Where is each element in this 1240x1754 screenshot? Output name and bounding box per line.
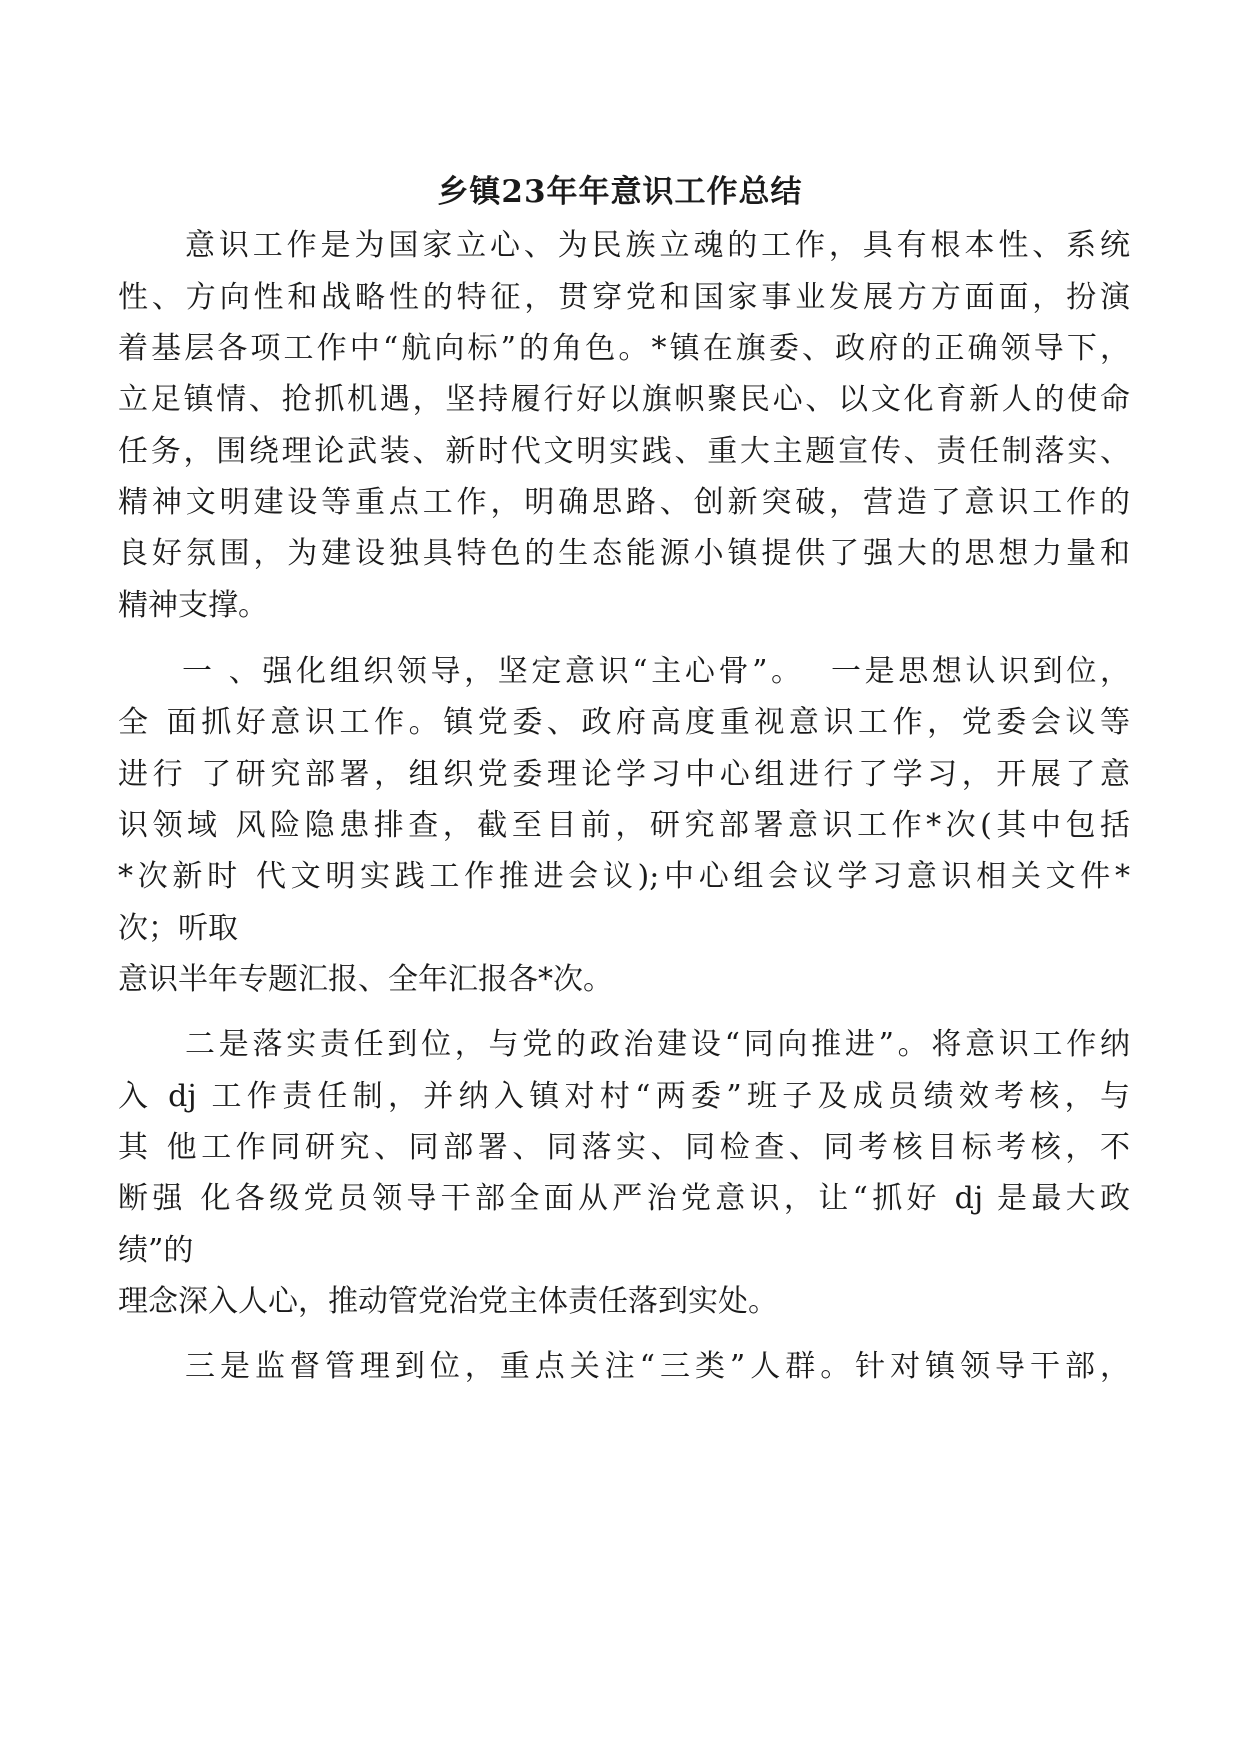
document-title: 乡镇23年年意识工作总结 bbox=[437, 174, 803, 210]
paragraph-line: 性、方向性和战略性的特征，贯穿党和国家事业发展方方面面，扮演 bbox=[118, 280, 1130, 315]
paragraph-line: 意识半年专题汇报、全年汇报各*次。 bbox=[118, 962, 613, 997]
paragraph-line: 绩”的 bbox=[118, 1233, 194, 1268]
paragraph-line: 二是落实责任到位，与党的政治建设“同向推进”。将意识工作纳 bbox=[185, 1027, 1130, 1062]
paragraph-line: 精神文明建设等重点工作，明确思路、创新突破，营造了意识工作的 bbox=[118, 485, 1130, 520]
paragraph-line: 理念深入人心，推动管党治党主体责任落到实处。 bbox=[118, 1284, 778, 1319]
paragraph-line: 次；听取 bbox=[118, 911, 238, 946]
paragraph-line: 意识工作是为国家立心、为民族立魂的工作，具有根本性、系统 bbox=[185, 228, 1130, 263]
paragraph-line: 断强 化各级党员领导干部全面从严治党意识，让“抓好 dj 是最大政 bbox=[118, 1181, 1130, 1216]
paragraph-line: 立足镇情、抢抓机遇，坚持履行好以旗帜聚民心、以文化育新人的使命 bbox=[118, 382, 1130, 417]
paragraph-line: 全 面抓好意识工作。镇党委、政府高度重视意识工作，党委会议等 bbox=[118, 705, 1130, 740]
paragraph-line: *次新时 代文明实践工作推进会议);中心组会议学习意识相关文件* bbox=[118, 859, 1130, 894]
paragraph-line: 三是监督管理到位，重点关注“三类”人群。针对镇领导干部， bbox=[185, 1349, 1130, 1384]
paragraph-line: 入 dj 工作责任制，并纳入镇对村“两委”班子及成员绩效考核，与 bbox=[118, 1079, 1130, 1114]
paragraph-line: 着基层各项工作中“航向标”的角色。*镇在旗委、政府的正确领导下， bbox=[118, 331, 1130, 366]
paragraph-line: 其 他工作同研究、同部署、同落实、同检查、同考核目标考核，不 bbox=[118, 1130, 1130, 1165]
paragraph-line: 识领域 风险隐患排查，截至目前，研究部署意识工作*次(其中包括 bbox=[118, 808, 1130, 843]
paragraph-line: 良好氛围，为建设独具特色的生态能源小镇提供了强大的思想力量和 bbox=[118, 536, 1130, 571]
paragraph-line: 进行 了研究部署，组织党委理论学习中心组进行了学习，开展了意 bbox=[118, 757, 1130, 792]
paragraph-line: 任务，围绕理论武装、新时代文明实践、重大主题宣传、责任制落实、 bbox=[118, 434, 1130, 469]
paragraph-line: 精神支撑。 bbox=[118, 588, 268, 623]
section-heading-line: 一 、强化组织领导，坚定意识“主心骨”。 一是思想认识到位， bbox=[182, 654, 1130, 689]
